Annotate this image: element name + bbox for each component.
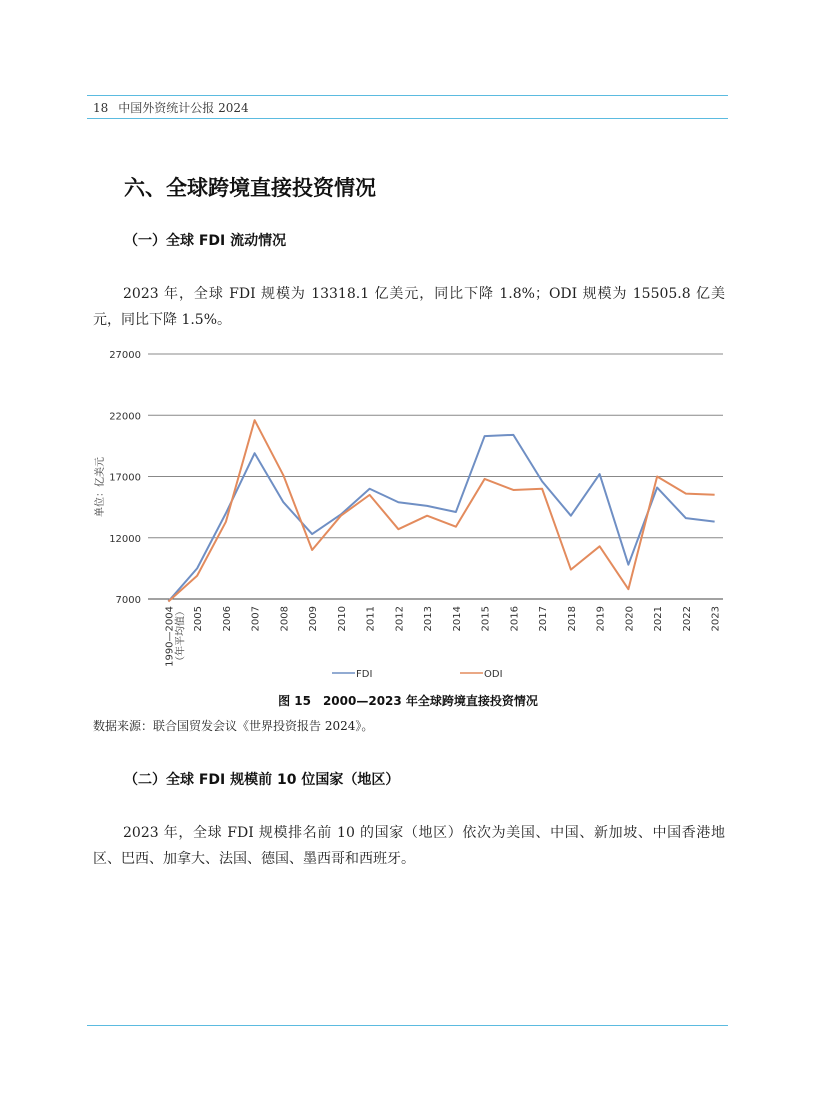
legend-label-fdi: FDI xyxy=(356,669,373,680)
y-tick-label: 12000 xyxy=(109,533,141,545)
x-tick-label xyxy=(538,606,549,631)
x-tick-text: 2019 xyxy=(595,606,607,632)
x-tick-text: 1990—2004 xyxy=(164,606,176,667)
x-tick-label xyxy=(481,606,492,631)
footer-rule xyxy=(87,1025,728,1026)
x-tick-label xyxy=(279,606,290,631)
x-tick-label xyxy=(596,606,607,631)
x-tick-label xyxy=(509,606,520,631)
x-tick-text: 2010 xyxy=(336,606,348,632)
x-tick-text: 2021 xyxy=(653,606,665,632)
x-tick-label xyxy=(164,606,186,667)
chart-y-ticks xyxy=(109,350,141,606)
y-tick-label: 7000 xyxy=(115,595,141,606)
x-tick-label xyxy=(251,606,262,631)
x-tick-label xyxy=(624,606,635,631)
x-tick-text: 2022 xyxy=(681,606,693,632)
x-tick-label xyxy=(567,606,578,631)
x-tick-text: 2005 xyxy=(193,606,205,632)
x-tick-label xyxy=(366,606,377,631)
series-line-odi xyxy=(168,420,714,601)
x-tick-text: 2023 xyxy=(710,606,722,632)
x-tick-text: 2020 xyxy=(624,606,636,632)
x-tick-text: 2014 xyxy=(451,606,463,632)
x-tick-label xyxy=(452,606,463,631)
legend-label-odi: ODI xyxy=(484,669,503,680)
x-tick-text: 2016 xyxy=(509,606,521,632)
x-tick-text: （年平均值） xyxy=(175,606,187,666)
chart-gridlines xyxy=(148,354,723,599)
figure-caption: 图 15 2000—2023 年全球跨境直接投资情况 xyxy=(278,694,538,708)
y-tick-label: 17000 xyxy=(109,472,141,484)
x-tick-text: 2011 xyxy=(365,606,377,632)
series-line-fdi xyxy=(168,435,714,602)
publication-title: 中国外资统计公报 2024 xyxy=(118,101,249,115)
x-tick-text: 2017 xyxy=(538,606,550,632)
x-tick-label xyxy=(337,606,348,631)
page-number: 18 xyxy=(93,101,109,115)
x-tick-text: 2012 xyxy=(394,606,406,632)
x-tick-text: 2018 xyxy=(566,606,578,632)
y-tick-label: 22000 xyxy=(109,411,141,423)
x-tick-text: 2013 xyxy=(423,606,435,632)
chart-legend xyxy=(332,669,503,680)
chart-x-ticks xyxy=(164,606,721,667)
x-tick-label xyxy=(222,606,233,631)
x-tick-text: 2009 xyxy=(308,606,320,632)
x-tick-text: 2015 xyxy=(480,606,492,632)
x-tick-text: 2008 xyxy=(279,606,291,632)
x-tick-label xyxy=(394,606,405,631)
y-tick-label: 27000 xyxy=(109,350,141,361)
section-title: 六、全球跨境直接投资情况 xyxy=(124,176,376,200)
figure-source: 数据来源：联合国贸发会议《世界投资报告 2024》。 xyxy=(93,719,374,733)
paragraph-top10: 2023 年，全球 FDI 规模排名前 10 的国家（地区）依次为美国、中国、新加坡、中国香港地区、巴西、加拿大、法国、德国、墨西哥和西班牙。 xyxy=(93,825,725,867)
chart-series-lines xyxy=(168,420,714,601)
x-tick-label xyxy=(711,606,722,631)
paragraph-fdi-flows: 2023 年，全球 FDI 规模为 13318.1 亿美元，同比下降 1.8%；ODI 规模为 15505.8 亿美元，同比下降 1.5%。 xyxy=(93,286,725,328)
subsection-title-top10: （二）全球 FDI 规模前 10 位国家（地区） xyxy=(124,772,400,788)
x-tick-text: 2007 xyxy=(250,606,262,632)
x-tick-label xyxy=(193,606,204,631)
chart-y-axis-label: 单位：亿美元 xyxy=(95,457,106,517)
subsection-title-fdi-flows: （一）全球 FDI 流动情况 xyxy=(124,233,287,249)
x-tick-text: 2006 xyxy=(221,606,233,632)
x-tick-label xyxy=(308,606,319,631)
x-tick-label xyxy=(682,606,693,631)
x-tick-label xyxy=(423,606,434,631)
x-tick-label xyxy=(653,606,664,631)
